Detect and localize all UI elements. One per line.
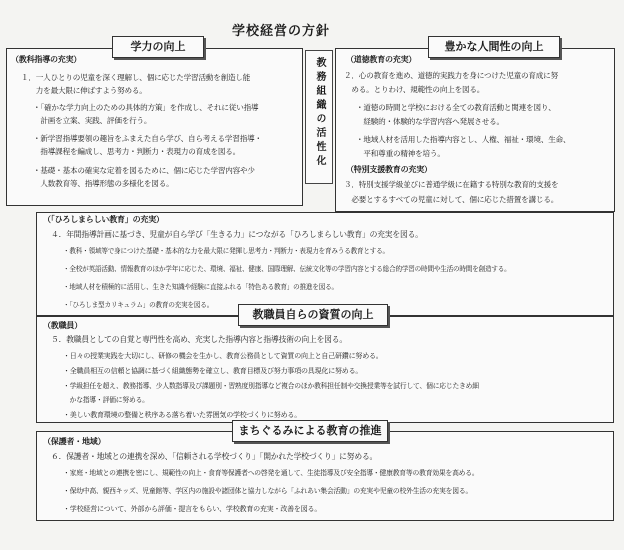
kyoshokuin-header: 教職員自らの資質の向上 — [238, 304, 388, 326]
list-item: ・学校経営について、外部から評価・提言をもらい、学校教育の充実・改善を図る。 — [63, 505, 322, 513]
page-title: 学校経営の方針 — [232, 24, 331, 39]
list-item: 指導課程を編成し、思考力・判断力・表現力の育成を図る。 — [33, 147, 241, 156]
list-item: ・家庭・地域との連携を密にし、規範性の向上・食育等保護者への啓発を通して、生徒指導及び安全指導・健康教育等の教育効果を高める。 — [63, 469, 479, 477]
machi-panel — [36, 431, 614, 521]
section-label: （教職員） — [43, 321, 82, 330]
list-item: ・教科・領域等で身につけた基礎・基本的な力を最大限に発揮し思考力・判断力・表現力を育みうる教育とする。 — [63, 247, 389, 255]
list-item: 力を最大限に伸ばすよう努める。 — [21, 86, 147, 95]
list-item: ・美しい教育環境の整備と秩序ある落ち着いた雰囲気の学校づくりに努める。 — [63, 411, 301, 419]
list-item: ・道徳の時間と学校における全ての教育活動と関連を図り、 — [356, 103, 556, 112]
kyoshokuin-panel — [36, 316, 614, 423]
gakuryoku-panel — [6, 48, 303, 206]
list-item: める。とりわけ、規範性の向上を図る。 — [344, 85, 485, 94]
gakuryoku-header: 学力の向上 — [112, 36, 204, 58]
center-vertical-label: 教務組織の活性化 — [314, 57, 325, 169]
list-item: ・全校が英語活動、情報教育のほか学年に応じた、環境、福祉、健康、国際理解、伝統文化等の学習内容とする総合的学習の時間や生活の時間を創造する。 — [63, 265, 511, 273]
list-item: ・「確かな学力向上のための具体的方策」を作成し、それに従い指導 — [33, 103, 259, 112]
list-item: ・新学習指導要領の趣旨をふまえた自ら学び、自ら考える学習指導・ — [33, 134, 262, 143]
list-item: 人数教育等、指導形態の多様化を図る。 — [33, 179, 174, 188]
section-label: （道徳教育の充実） — [346, 55, 417, 64]
list-item: ・保幼中高、親西キッズ、児童館等、学区内の施設や諸団体と協力しながら「ふれあい集会活動」の充実や児童の校外生活の充実を図る。 — [63, 487, 473, 495]
list-item: 必要とするすべての児童に対して、個に応じた措置を講じる。 — [344, 195, 559, 204]
section-label: （教科指導の充実） — [11, 55, 82, 64]
list-item: ・日々の授業実践を大切にし、研修の機会を生かし、教育公務員として資質の向上と自己研鑽に努める。 — [63, 352, 383, 360]
list-item: １．一人ひとりの児童を深く理解し、個に応じた学習活動を創造し能 — [21, 73, 251, 82]
section-label: （保護者・地域） — [43, 437, 106, 446]
list-item: ５．教職員としての自覚と専門性を高め、充実した指導内容と指導技術の向上を図る。 — [51, 335, 347, 344]
list-item: ・全職員相互の信頼と協調に基づく組織態勢を確立し、教育目標及び努力事項の具現化に努める。 — [63, 367, 363, 375]
list-item: ３．特別支援学級並びに普通学級に在籍する特別な教育的支援を — [344, 180, 559, 189]
list-item: ・学級担任を超え、教務指導、少人数指導及び課題別・習熟度別指導など複合のほか教科担任制や交換授業等を試行して、個に応じたきめ細 — [63, 382, 479, 390]
section-label: （特別支援教育の充実） — [346, 165, 432, 174]
list-item: ・地域人材を積極的に活用し、生きた知識や経験に直接ふれる「特色ある教育」の推進を図る。 — [63, 283, 338, 291]
list-item: ６．保護者・地域との連携を深め、「信頼される学校づくり」「開かれた学校づくり」に努める。 — [51, 452, 378, 461]
list-item: 計画を立案、実践、評価を行う。 — [33, 116, 152, 125]
list-item: ・地域人材を活用した指導内容とし、人権、福祉・環境、生命、 — [356, 135, 571, 144]
list-item: かな指導・評価に努める。 — [63, 396, 149, 404]
section-label: （「ひろしまらしい教育」の充実） — [43, 215, 164, 224]
list-item: ・基礎・基本の確実な定着を図るために、個に応じた学習内容や少 — [33, 166, 255, 175]
list-item: ４．年間指導計画に基づき、児童が自ら学び「生きる力」につながる「ひろしまらしい教育」の充実を図る。 — [51, 230, 423, 239]
yutaka-panel — [335, 48, 615, 212]
list-item: ２．心の教育を進め、道徳的実践力を身につけた児童の育成に努 — [344, 71, 558, 80]
list-item: 平和尊重の精神を培う。 — [356, 149, 445, 158]
machi-header: まちぐるみによる教育の推進 — [232, 420, 388, 442]
list-item: 経験的・体験的な学習内容へ発展させる。 — [356, 117, 504, 126]
yutaka-header: 豊かな人間性の向上 — [428, 36, 560, 58]
hiroshima-panel — [36, 212, 614, 316]
center-vertical-box — [305, 50, 333, 184]
list-item: ・「ひろしま型カリキュラム」の教育の充実を図る。 — [63, 301, 214, 309]
